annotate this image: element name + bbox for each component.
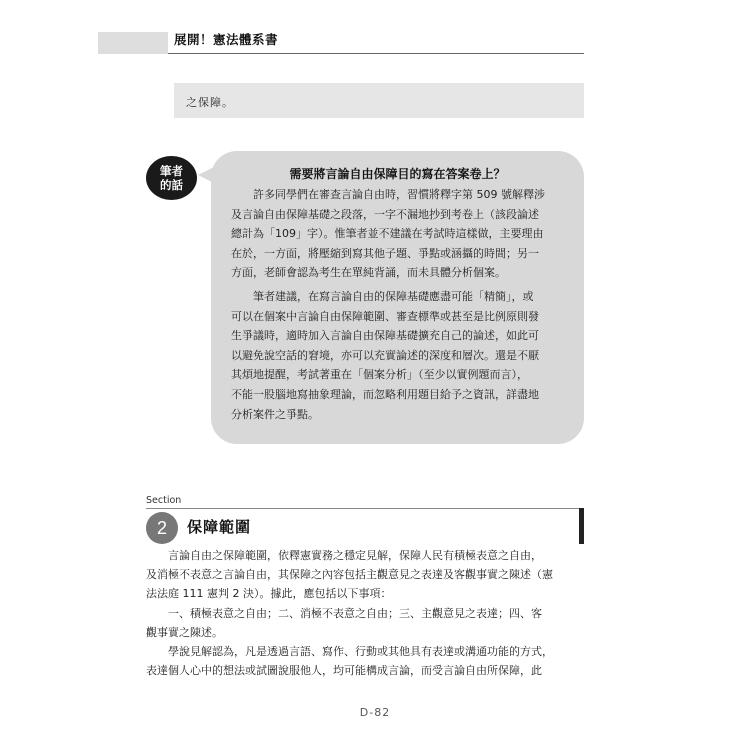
paragraph-line: 及言論自由保障基礎之段落，一字不漏地抄到考卷上（該段論述 — [231, 207, 539, 221]
paragraph-line: 分析案件之爭點。 — [231, 407, 319, 421]
body-line: 言論自由之保障範圍，依釋憲實務之穩定見解，保障人民有積極表意之自由， — [168, 549, 542, 562]
running-header-title: 展開！憲法體系書 — [174, 32, 279, 47]
header-tab — [98, 32, 168, 54]
body-line: 法法庭 111 憲判 2 決）。據此，應包括以下事項： — [146, 587, 392, 601]
section-accent-bar — [579, 508, 584, 544]
badge-line-1: 筆者 — [160, 164, 183, 178]
body-line: 一、積極表意之自由；二、消極不表意之自由；三、主觀意見之表達；四、客 — [168, 606, 542, 620]
paragraph-line: 許多同學們在審查言論自由時，習慣將釋字第 509 號解釋涉 — [253, 188, 545, 201]
section-label: Section — [146, 495, 182, 506]
body-line: 學說見解認為，凡是透過言語、寫作、行動或其他具有表達或溝通功能的方式， — [168, 645, 553, 659]
header-rule — [168, 53, 584, 54]
body-text — [146, 546, 584, 680]
note-box — [174, 83, 584, 118]
author-note-paragraph-2 — [231, 287, 567, 424]
author-note-bubble — [211, 151, 584, 444]
author-note-paragraph-1 — [231, 185, 567, 283]
section-rule — [146, 508, 584, 509]
body-line: 觀事實之陳述。 — [146, 625, 223, 639]
author-note-title: 需要將言論自由保障目的寫在答案卷上？ — [289, 167, 506, 181]
paragraph-line: 方面，老師會認為考生在單純背誦，而未具體分析個案。 — [231, 266, 506, 280]
badge-line-2: 的話 — [160, 178, 183, 192]
page-number: D-82 — [359, 706, 391, 719]
author-note-badge — [146, 156, 197, 200]
section-number-badge: 2 — [146, 512, 178, 544]
paragraph-line: 筆者建議，在寫言論自由的保障基礎應盡可能「精簡」，或 — [253, 290, 534, 303]
paragraph-line: 其煩地提醒，考試著重在「個案分析」（至少以實例題而言）， — [231, 368, 528, 382]
body-line: 表達個人心中的想法或試圖說服他人，均可能構成言論，而受言論自由所保障，此 — [146, 664, 542, 678]
paragraph-line: 不能一股腦地寫抽象理論，而忽略利用題目給予之資訊，詳盡地 — [231, 387, 539, 401]
paragraph-line: 可以在個案中言論自由保障範圍、審查標準或甚至是比例原則發 — [231, 309, 539, 323]
paragraph-line: 以避免說空話的窘境，亦可以充實論述的深度和層次。還是不厭 — [231, 348, 539, 362]
body-line: 及消極不表意之言論自由，其保障之內容包括主觀意見之表達及客觀事實之陳述（憲 — [146, 568, 553, 582]
note-box-text: 之保障。 — [186, 96, 234, 109]
paragraph-line: 在於，一方面，將壓縮到寫其他子題、爭點或涵攝的時間；另一 — [231, 246, 539, 260]
section-title: 保障範圍 — [187, 518, 252, 536]
paragraph-line: 生爭議時，適時加入言論自由保障基礎擴充自己的論述，如此可 — [231, 329, 539, 343]
paragraph-line: 總計為「109」字）。惟筆者並不建議在考試時這樣做，主要理由 — [231, 227, 544, 241]
